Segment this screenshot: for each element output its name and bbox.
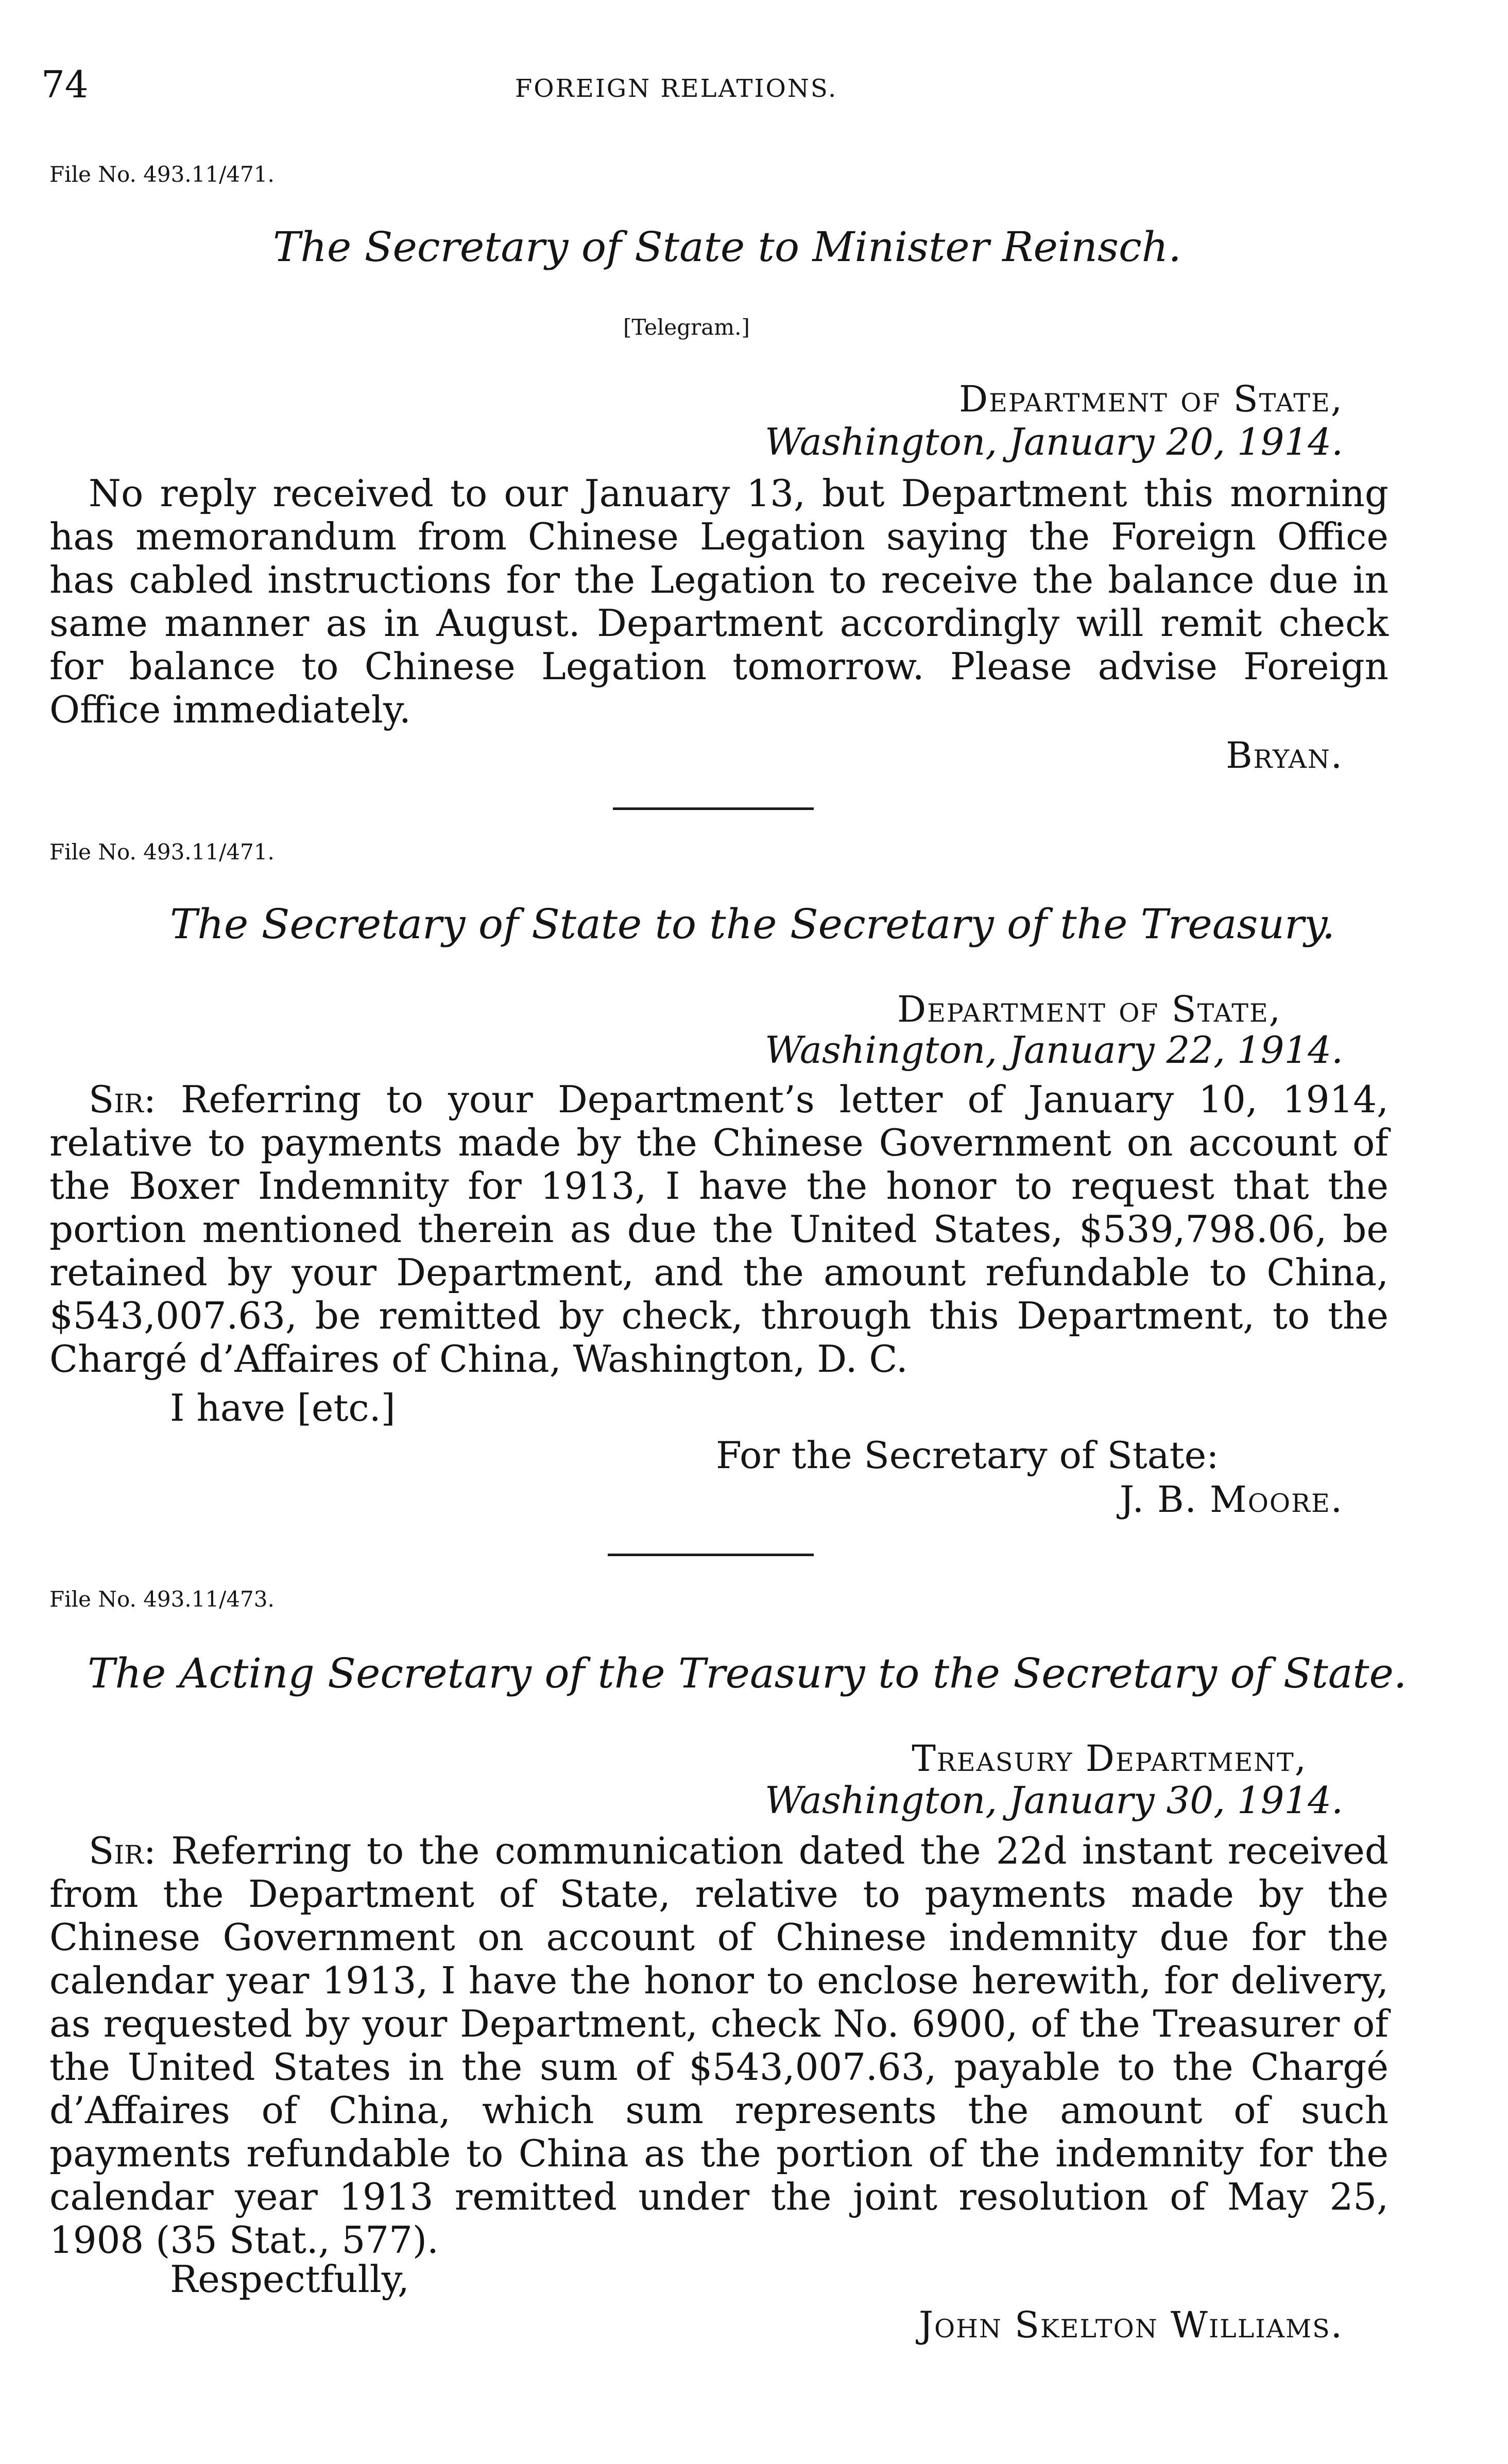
file-number: File No. 493.11/471. — [49, 839, 275, 865]
letter-body-text: Referring to your Department’s letter of January 10, 1914, relative to payments made by the Chinese Government on account of the Boxer Indemnity for 1913, I have the honor to request that the portion mentioned therein as due the United States, $539,798.06, be retained by your Department, and the amount refundable to China, $543,007.63, be remitted by check, through this Department, to the Chargé d’Affaires of China, Washington, D. C. — [49, 1078, 1389, 1381]
file-number: File No. 493.11/471. — [49, 162, 275, 187]
department-heading: Department of State, — [958, 378, 1343, 420]
section-divider — [608, 1554, 814, 1556]
letter-body: No reply received to our January 13, but Department this morning has memorandum from Chinese Legation saying the Foreign Office has cabled instructions for the Legation to receive the balance due in same manner as in August. Department accordingly will remit check for balance to Chinese Legation tomorrow. Please advise Foreign Office immediately. — [49, 472, 1389, 731]
salutation: Sir: — [89, 1829, 156, 1872]
letter-body — [49, 1829, 1389, 2262]
department-heading: Treasury Department, — [912, 1737, 1307, 1780]
page-number: 74 — [41, 63, 89, 106]
section-divider — [613, 807, 814, 810]
signature: Bryan. — [1226, 734, 1343, 777]
closing: I have [etc.] — [170, 1386, 396, 1429]
dateline: Washington, January 20, 1914. — [765, 420, 1343, 463]
letter-title: The Acting Secretary of the Treasury to the Secretary of State. — [88, 1649, 1407, 1697]
running-head: FOREIGN RELATIONS. — [515, 74, 838, 103]
dateline: Washington, January 30, 1914. — [765, 1779, 1343, 1822]
letter-body-text: Referring to the communication dated the 22d instant received from the Department of State, relative to payments made by the Chinese Government on account of Chinese indemnity due for the calendar year 1913, I have the honor to enclose herewith, for delivery, as requested by your Department, check No. 6900, of the Treasurer of the United States in the sum of $543,007.63, payable to the Chargé d’Affaires of China, which sum represents the amount of such payments refundable to China as the portion of the indemnity for the calendar year 1913 remitted under the joint resolution of May 25, 1908 (35 Stat., 577). — [49, 1829, 1389, 2262]
telegram-note: [Telegram.] — [623, 315, 750, 340]
letter-title: The Secretary of State to the Secretary of the Treasury. — [170, 900, 1335, 948]
dateline: Washington, January 22, 1914. — [765, 1028, 1343, 1072]
file-number: File No. 493.11/473. — [49, 1587, 275, 1612]
letter-body — [49, 1078, 1389, 1381]
salutation: Sir: — [89, 1078, 156, 1121]
signature: John Skelton Williams. — [918, 2304, 1343, 2346]
signature: J. B. Moore. — [1119, 1478, 1343, 1521]
closing: Respectfully, — [170, 2258, 409, 2301]
letter-title: The Secretary of State to Minister Reinsch. — [273, 223, 1181, 271]
department-heading: Department of State, — [897, 988, 1281, 1030]
signer-line: For the Secretary of State: — [716, 1434, 1219, 1477]
